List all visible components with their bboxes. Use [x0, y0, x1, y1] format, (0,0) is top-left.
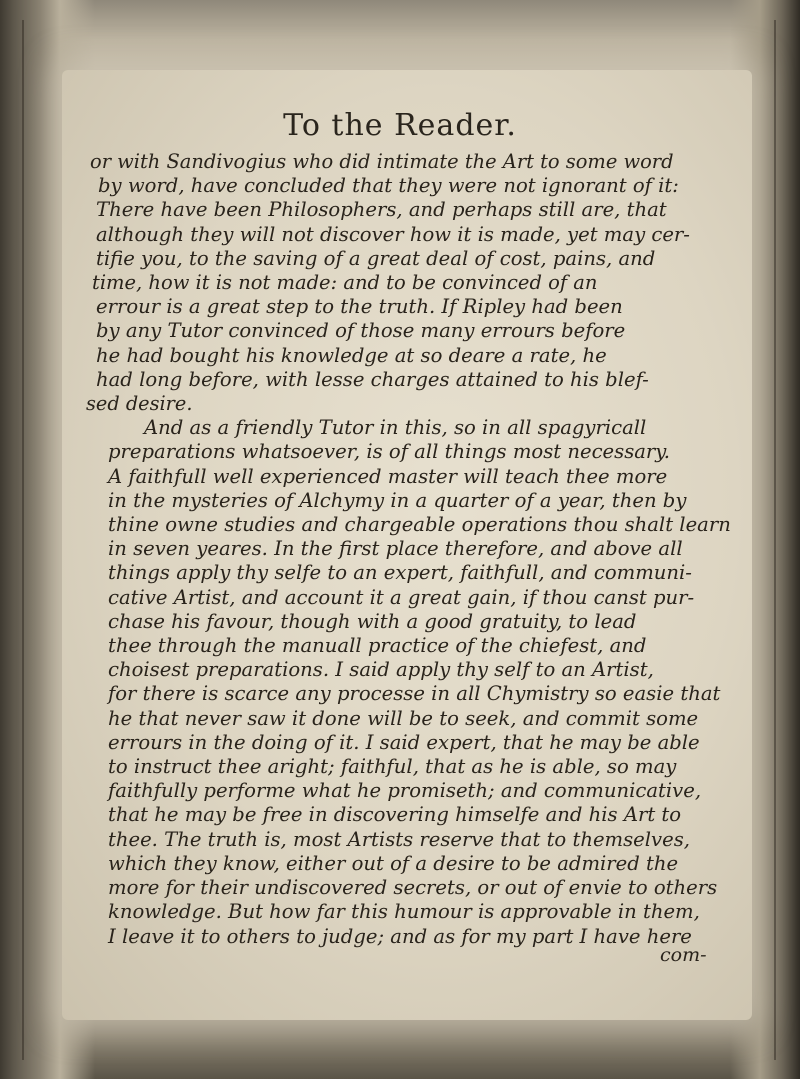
text-line: or with Sandivogius who did intimate the Art to some word [90, 150, 674, 173]
text-line: And as a friendly Tutor in this, so in all spagyricall [144, 416, 647, 440]
text-line: A faithfull well experienced master will teach thee more [108, 464, 668, 488]
text-line: thee. The truth is, most Artists reserve that to themselves, [108, 827, 690, 851]
text-line: which they know, either out of a desire to be admired the [108, 851, 679, 875]
text-line: sed desire. [86, 392, 193, 416]
paragraph-1 [86, 150, 736, 416]
page-heading: To the Reader. [283, 108, 517, 143]
left-margin-shadow [22, 20, 24, 1060]
text-line: errour is a great step to the truth. If Ripley had been [96, 295, 623, 319]
text-line: more for their undiscovered secrets, or out of envie to others [108, 876, 718, 900]
text-line: tifie you, to the saving of a great deal of cost, pains, and [96, 246, 656, 270]
text-line: errours in the doing of it. I said expert, that he may be able [108, 730, 700, 754]
text-line: he had bought his knowledge at so deare a rate, he [96, 343, 607, 367]
text-line: to instruct thee aright; faithful, that as he is able, so may [108, 755, 677, 779]
text-line: I leave it to others to judge; and as for my part I have here [108, 924, 692, 948]
text-line: in the mysteries of Alchymy in a quarter of a year, then by [108, 488, 687, 512]
text-line: had long before, with lesse charges attained to his blef- [96, 367, 649, 391]
text-line: time, how it is not made: and to be convinced of an [92, 271, 598, 295]
text-line: for there is scarce any processe in all Chymistry so easie that [108, 682, 721, 706]
text-line: although they will not discover how it is made, yet may cer- [96, 222, 690, 246]
catchword: com- [660, 944, 707, 966]
text-line: knowledge. But how far this humour is approvable in them, [108, 900, 700, 924]
text-line: thee through the manuall practice of the chiefest, and [108, 634, 647, 658]
page-body [86, 150, 736, 949]
text-line: in seven yeares. In the first place therefore, and above all [108, 537, 683, 561]
text-line: faithfully performe what he promiseth; and communicative, [108, 779, 702, 803]
text-line: chase his favour, though with a good gratuity, to lead [108, 609, 637, 633]
text-line: things apply thy selfe to an expert, faithfull, and communi- [108, 561, 692, 585]
right-margin-shadow [774, 20, 776, 1060]
text-line: There have been Philosophers, and perhaps still are, that [96, 198, 667, 222]
text-line: by word, have concluded that they were not ignorant of it: [98, 174, 679, 198]
text-line: cative Artist, and account it a great gain, if thou canst pur- [108, 585, 695, 609]
text-line: by any Tutor convinced of those many errours before [96, 319, 626, 343]
text-line: that he may be free in discovering himselfe and his Art to [108, 803, 682, 827]
text-line: thine owne studies and chargeable operations thou shalt learn [108, 513, 731, 537]
text-line: preparations whatsoever, is of all things most necessary. [108, 440, 670, 464]
text-line: choisest preparations. I said apply thy self to an Artist, [108, 658, 654, 682]
text-line: he that never saw it done will be to seek, and commit some [108, 706, 699, 730]
paragraph-2 [96, 416, 736, 948]
